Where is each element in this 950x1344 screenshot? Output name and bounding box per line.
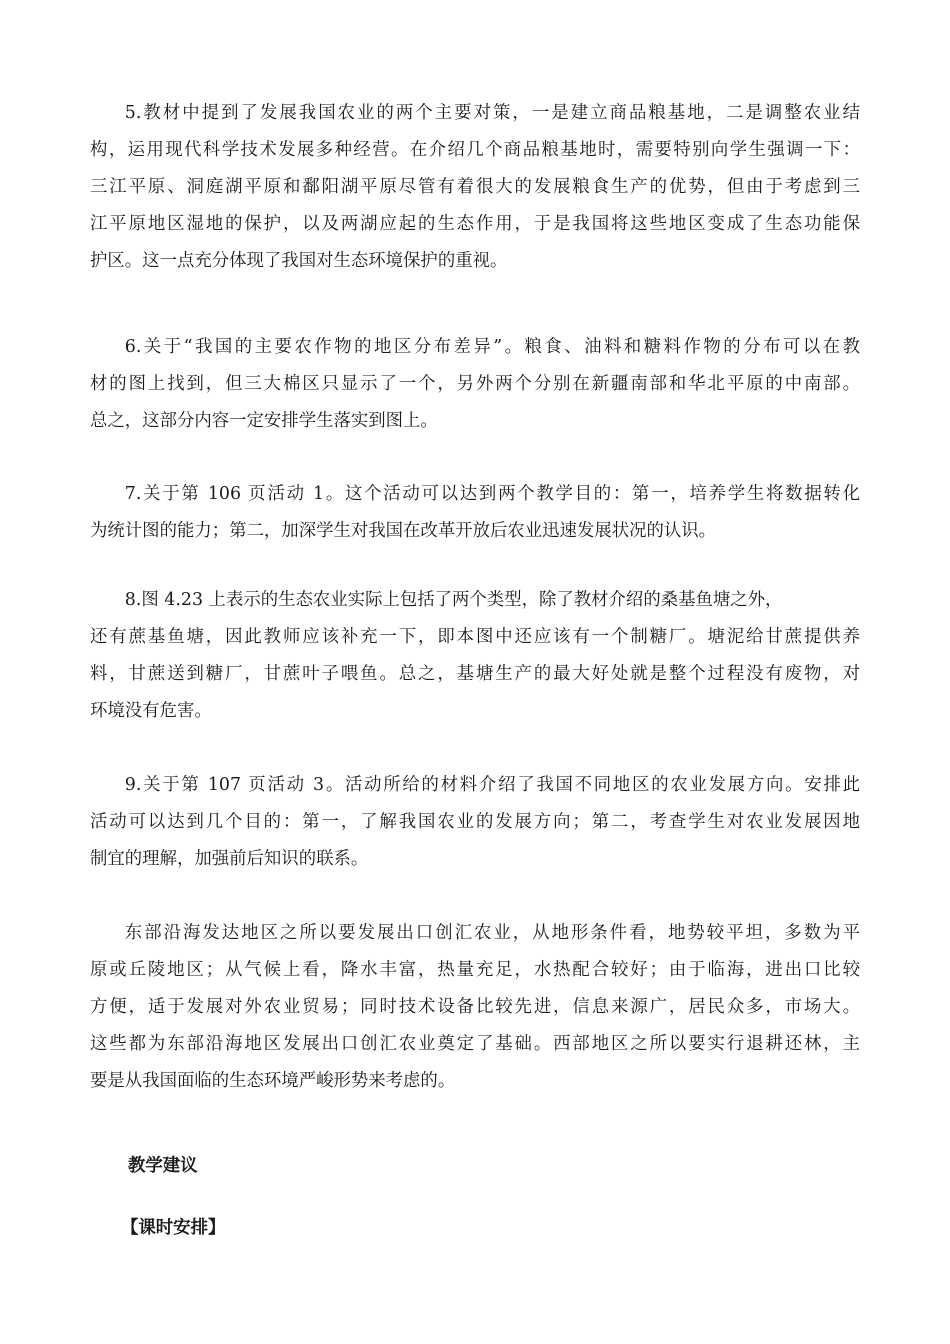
text-line: 7.关于第 106 页活动 1。这个活动可以达到两个教学目的：第一，培养学生将数据转化 (124, 484, 860, 504)
text-line: 原或丘陵地区；从气候上看，降水丰富，热量充足，水热配合较好；由于临海，进出口比较 (90, 960, 860, 980)
paragraph-7 (90, 476, 860, 550)
text-line: 材的图上找到，但三大棉区只显示了一个，另外两个分别在新疆南部和华北平原的中南部。 (90, 374, 860, 394)
text-line: 6.关于“我国的主要农作物的地区分布差异”。粮食、油料和糖料作物的分布可以在教 (124, 337, 860, 357)
paragraph-6 (90, 329, 860, 440)
text-line: 9.关于第 107 页活动 3。活动所给的材料介绍了我国不同地区的农业发展方向。安排此 (124, 775, 860, 795)
text-line: 8.图 4.23 上表示的生态农业实际上包括了两个类型，除了教材介绍的桑基鱼塘之外， (124, 590, 783, 610)
text-line: 方便，适于发展对外农业贸易；同时技术设备比较先进，信息来源广，居民众多，市场大。 (90, 997, 860, 1017)
paragraph-10 (90, 915, 860, 1100)
text-line: 构，运用现代科学技术发展多种经营。在介绍几个商品粮基地时，需要特别向学生强调一下： (90, 140, 860, 160)
text-line: 料，甘蔗送到糖厂，甘蔗叶子喂鱼。总之，基塘生产的最大好处就是整个过程没有废物，对 (90, 664, 860, 684)
text-line: 制宜的理解，加强前后知识的联系。 (90, 849, 369, 869)
text-line: 江平原地区湿地的保护，以及两湖应起的生态作用，于是我国将这些地区变成了生态功能保 (90, 214, 860, 234)
text-line: 为统计图的能力；第二，加深学生对我国在改革开放后农业迅速发展状况的认识。 (90, 521, 717, 541)
text-line: 总之，这部分内容一定安排学生落实到图上。 (90, 411, 438, 431)
text-line: 还有蔗基鱼塘，因此教师应该补充一下，即本图中还应该有一个制糖厂。塘泥给甘蔗提供养 (90, 627, 860, 647)
text-line: 这些都为东部沿海地区发展出口创汇农业奠定了基础。西部地区之所以要实行退耕还林，主 (90, 1034, 860, 1054)
text-line: 东部沿海发达地区之所以要发展出口创汇农业，从地形条件看，地势较平坦，多数为平 (124, 923, 860, 943)
text-line: 5.教材中提到了发展我国农业的两个主要对策，一是建立商品粮基地，二是调整农业结 (124, 103, 860, 123)
paragraph-9 (90, 767, 860, 878)
section-heading: 教学建议 (128, 1156, 198, 1176)
subsection-heading: 【课时安排】 (121, 1218, 226, 1238)
text-line: 三江平原、洞庭湖平原和鄱阳湖平原尽管有着很大的发展粮食生产的优势，但由于考虑到三 (90, 177, 860, 197)
paragraph-8 (90, 582, 860, 730)
text-line: 活动可以达到几个目的：第一，了解我国农业的发展方向；第二，考查学生对农业发展因地 (90, 812, 860, 832)
paragraph-5 (90, 95, 860, 280)
text-line: 护区。这一点充分体现了我国对生态环境保护的重视。 (90, 251, 508, 271)
text-line: 要是从我国面临的生态环境严峻形势来考虑的。 (90, 1071, 456, 1091)
text-line: 环境没有危害。 (90, 701, 212, 721)
